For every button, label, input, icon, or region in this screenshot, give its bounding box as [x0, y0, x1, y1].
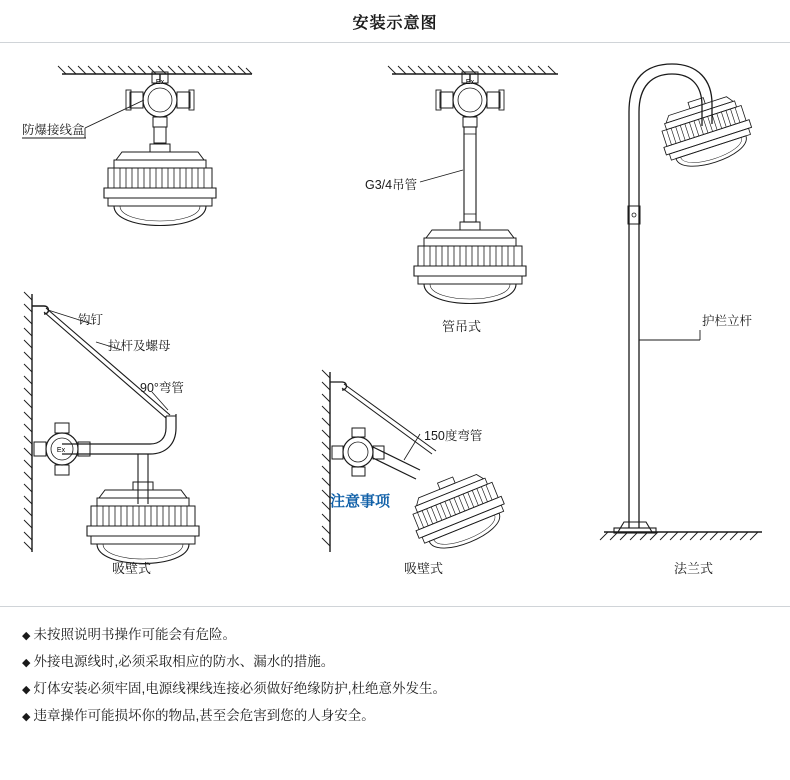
note-item — [22, 703, 768, 730]
note-item — [22, 649, 768, 676]
svg-text:Ex: Ex — [465, 79, 475, 86]
note-text: 灯体安装必须牢固,电源线裸线连接必须做好绝缘防护,杜绝意外发生。 — [33, 681, 446, 696]
notes-list — [22, 622, 768, 730]
bullet-icon: ◆ — [22, 684, 31, 696]
note-text: 违章操作可能损坏你的物品,甚至会危害到您的人身安全。 — [33, 708, 375, 723]
label-hook-nail: 钩钉 — [78, 313, 104, 327]
caption-wall-mount-150: 吸壁式 — [404, 561, 444, 576]
label-guard-pole: 护栏立杆 — [702, 314, 753, 328]
diagram-svg — [0, 42, 790, 606]
figure-wall-mount-90 — [24, 292, 199, 564]
note-text: 外接电源线时,必须采取相应的防水、漏水的措施。 — [33, 654, 335, 669]
label-drop-pipe: G3/4吊管 — [365, 178, 418, 192]
label-90-elbow: 90°弯管 — [140, 381, 184, 395]
label-150-elbow: 150度弯管 — [424, 429, 483, 443]
svg-text:Ex: Ex — [56, 447, 66, 454]
bullet-icon: ◆ — [22, 711, 31, 723]
caption-pipe-hanging: 管吊式 — [442, 319, 482, 334]
divider-bottom — [0, 606, 790, 607]
figure-flange-pole — [600, 64, 762, 540]
figure-ceiling-mount — [22, 66, 252, 226]
caption-flange-pole: 法兰式 — [674, 561, 714, 576]
label-stay-rod-nut: 拉杆及螺母 — [108, 339, 171, 353]
svg-text:Ex: Ex — [155, 79, 165, 86]
bullet-icon: ◆ — [22, 657, 31, 669]
caption-wall-mount-90: 吸壁式 — [112, 561, 152, 576]
figure-wall-mount-150 — [322, 370, 513, 559]
note-text: 未按照说明书操作可能会有危险。 — [33, 627, 236, 642]
attention-heading: 注意事项 — [330, 493, 391, 510]
label-junction-box: 防爆接线盒 — [22, 123, 85, 137]
bullet-icon: ◆ — [22, 630, 31, 642]
page-title: 安装示意图 — [352, 15, 438, 32]
note-item — [22, 622, 768, 649]
diagram-canvas — [0, 42, 790, 606]
note-item — [22, 676, 768, 703]
